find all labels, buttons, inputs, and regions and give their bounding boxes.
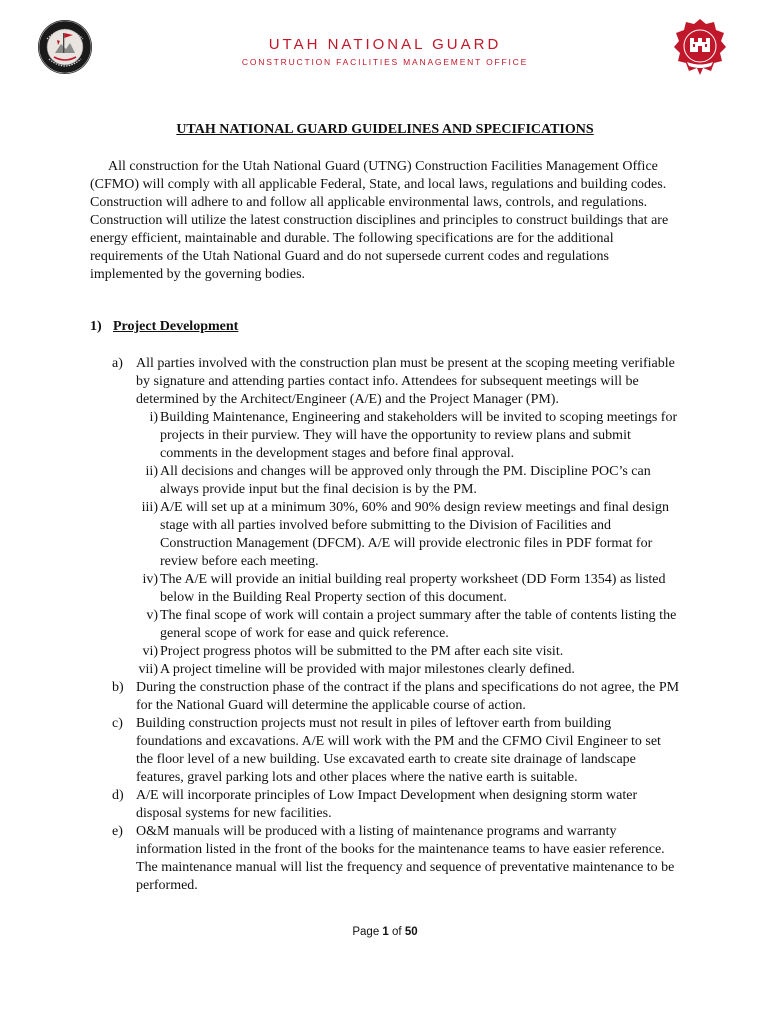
sub-item-marker: v) bbox=[146, 608, 158, 623]
page-total: 50 bbox=[404, 926, 418, 938]
list-item bbox=[112, 823, 680, 895]
sub-item bbox=[136, 409, 680, 463]
sub-item-marker: ii) bbox=[145, 464, 158, 479]
document-title: UTAH NATIONAL GUARD GUIDELINES AND SPECIFICATIONS bbox=[176, 122, 594, 137]
section-heading bbox=[90, 319, 238, 335]
page-word: Page bbox=[352, 926, 380, 938]
requirements-list bbox=[112, 355, 680, 895]
sub-item-marker: vi) bbox=[142, 644, 158, 659]
sub-item-text: A project timeline will be provided with major milestones clearly defined. bbox=[160, 662, 575, 677]
list-item bbox=[112, 715, 680, 787]
list-item-marker: b) bbox=[112, 680, 124, 695]
sub-item-marker: i) bbox=[149, 410, 158, 425]
list-item bbox=[112, 679, 680, 715]
organization-name: UTAH NATIONAL GUARD bbox=[268, 36, 502, 53]
list-item-marker: e) bbox=[112, 824, 123, 839]
sub-item-marker: iii) bbox=[141, 500, 158, 515]
section-number: 1) bbox=[90, 319, 102, 334]
organization-subtitle: CONSTRUCTION FACILITIES MANAGEMENT OFFICE bbox=[241, 57, 529, 67]
sub-item bbox=[136, 661, 680, 679]
section-heading-text: Project Development bbox=[113, 319, 239, 334]
sub-item-text: A/E will set up at a minimum 30%, 60% and 90% design review meetings and final design stage with all parties involved before submitting to the Division of Facilities and Construction Management (DFCM). A/E will provide electronic files in PDF format for review before each meeting. bbox=[160, 500, 669, 569]
sub-item-marker: vii) bbox=[138, 662, 158, 677]
list-item-text: All parties involved with the construction plan must be present at the scoping meeting verifiable by signature and attending parties contact info. Attendees for subsequent meetings will be determined by the Architect/Engineer (A/E) and the Project Manager (PM). bbox=[136, 356, 675, 407]
sub-item bbox=[136, 499, 680, 571]
list-item-marker: d) bbox=[112, 788, 124, 803]
sub-item-text: The final scope of work will contain a project summary after the table of contents listing the general scope of work for ease and quick reference. bbox=[160, 608, 677, 641]
sub-item-text: Project progress photos will be submitted to the PM after each site visit. bbox=[160, 644, 564, 659]
list-item-text: Building construction projects must not result in piles of leftover earth from building foundations and excavations. A/E will work with the PM and the CFMO Civil Engineer to set the floor level of a new building. Use excavated earth to create site drainage of landscape features, gravel parking lots and other places where the native earth is suitable. bbox=[136, 716, 661, 785]
intro-paragraph: All construction for the Utah National Guard (UTNG) Construction Facilities Management Office (CFMO) will comply with all applicable Federal, State, and local laws, regulations and building codes. Construction will adhere to and follow all applicable environmental laws, controls, and regulations. Construction will utilize the latest construction disciplines and principles to construct buildings that are energy efficient, maintainable and durable. The following specifications are for the additional requirements of the Utah National Guard and do not supersede current codes and regulations implemented by the governing bodies. bbox=[90, 159, 669, 282]
list-item bbox=[112, 787, 680, 823]
list-item-marker: a) bbox=[112, 356, 123, 371]
list-item-text: O&M manuals will be produced with a listing of maintenance programs and warranty information listed in the front of the books for the maintenance teams to have easier reference. The maintenance manual will list the frequency and sequence of preventative maintenance to be performed. bbox=[136, 824, 675, 893]
list-item-text: A/E will incorporate principles of Low Impact Development when designing storm water disposal systems for new facilities. bbox=[136, 788, 638, 821]
list-item-text: During the construction phase of the contract if the plans and specifications do not agree, the PM for the National Guard will determine the applicable course of action. bbox=[136, 680, 680, 713]
sub-item bbox=[136, 463, 680, 499]
sub-item-text: All decisions and changes will be approved only through the PM. Discipline POC’s can always provide input but the final decision is by the PM. bbox=[160, 464, 651, 497]
sub-item bbox=[136, 607, 680, 643]
engineer-castle-emblem-icon bbox=[673, 18, 727, 76]
sub-item-text: The A/E will provide an initial building real property worksheet (DD Form 1354) as listed below in the Building Real Property section of this document. bbox=[160, 572, 666, 605]
list-item-marker: c) bbox=[112, 716, 123, 731]
sub-item-text: Building Maintenance, Engineering and stakeholders will be invited to scoping meetings for projects in their purview. They will have the opportunity to review plans and submit comments in the development stages and before final approval. bbox=[160, 410, 678, 461]
of-word: of bbox=[392, 926, 402, 938]
page-number bbox=[0, 926, 770, 938]
sub-item-marker: iv) bbox=[142, 572, 158, 587]
list-item bbox=[112, 355, 680, 679]
page-current: 1 bbox=[382, 926, 389, 938]
sub-item bbox=[136, 643, 680, 661]
sub-item bbox=[136, 571, 680, 607]
